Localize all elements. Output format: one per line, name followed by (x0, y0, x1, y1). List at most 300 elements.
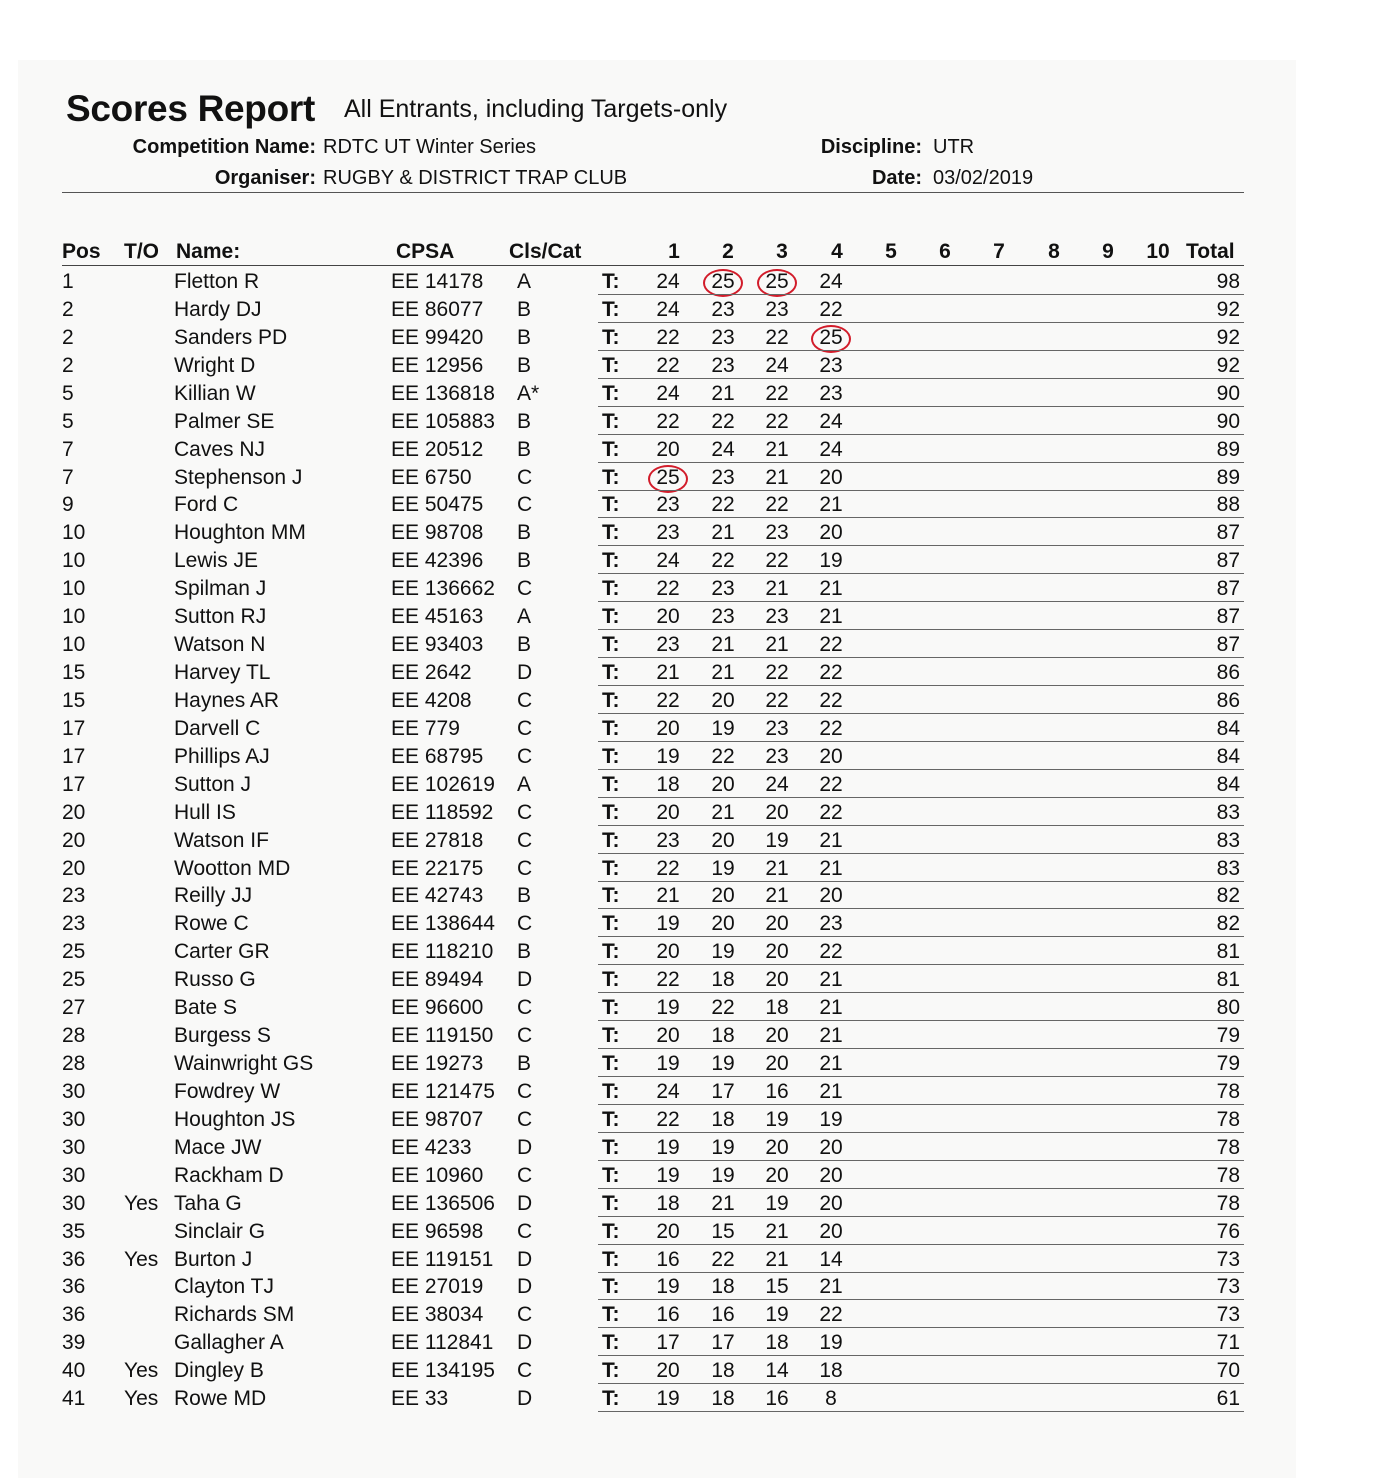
score-value: 20 (765, 940, 789, 964)
cell-row-label: T: (602, 633, 620, 657)
table-row (0, 1329, 1374, 1357)
cell-round-1 (650, 467, 686, 489)
cell-pos: 10 (62, 577, 86, 601)
table-row (0, 994, 1374, 1022)
cell-round-3 (759, 774, 795, 796)
score-value: 22 (656, 688, 680, 712)
cell-round-1 (650, 1360, 686, 1382)
cell-total: 87 (1216, 521, 1240, 545)
row-divider (598, 713, 1244, 714)
cell-cpsa: EE 4208 (391, 688, 472, 712)
cell-row-label: T: (602, 940, 620, 964)
score-value: 20 (711, 884, 735, 908)
table-row (0, 519, 1374, 547)
cell-cls: D (517, 1191, 533, 1215)
cell-row-label: T: (602, 996, 620, 1020)
cell-cls: B (517, 297, 532, 321)
cell-round-4 (813, 1053, 849, 1075)
score-value: 14 (765, 1359, 789, 1383)
score-value: 20 (819, 1219, 843, 1243)
cell-pos: 41 (62, 1387, 86, 1411)
cell-cls: A (517, 270, 532, 293)
cell-pos: 2 (62, 353, 74, 377)
cell-pos: 36 (62, 1275, 86, 1299)
cell-round-1 (650, 1332, 686, 1354)
cell-row-label: T: (602, 1052, 620, 1076)
score-value: 22 (819, 1303, 843, 1327)
cell-round-2 (705, 746, 741, 768)
score-value: 24 (819, 270, 843, 293)
cell-pos: 40 (62, 1359, 86, 1383)
cell-cls: C (517, 1079, 533, 1103)
score-value: 23 (765, 297, 789, 321)
table-row (0, 715, 1374, 743)
score-value: 22 (711, 409, 735, 433)
score-value: 23 (819, 912, 843, 936)
score-value: 22 (656, 856, 680, 880)
cell-cls: C (517, 493, 533, 517)
cell-round-1 (650, 299, 686, 321)
cell-round-3 (759, 1304, 795, 1326)
cell-round-4 (813, 522, 849, 544)
score-value: 19 (819, 549, 843, 573)
cell-row-label: T: (602, 1359, 620, 1383)
cell-round-2 (705, 1109, 741, 1131)
cell-round-2 (705, 383, 741, 405)
score-value: 19 (819, 1107, 843, 1131)
score-value: 21 (711, 521, 735, 545)
cell-cpsa: EE 136662 (391, 577, 495, 601)
score-value: 19 (656, 744, 680, 768)
cell-pos: 20 (62, 800, 86, 824)
report-subtitle: All Entrants, including Targets-only (344, 95, 728, 123)
score-value: 19 (765, 1107, 789, 1131)
cell-cpsa: EE 96598 (391, 1219, 484, 1243)
cell-row-label: T: (602, 521, 620, 545)
cell-cpsa: EE 2642 (391, 661, 472, 685)
score-value: 20 (819, 465, 843, 489)
cell-round-2 (705, 1081, 741, 1103)
cell-cls: A (517, 772, 532, 796)
cell-row-label: T: (602, 884, 620, 908)
row-divider (598, 1160, 1244, 1161)
cell-round-1 (650, 718, 686, 740)
cell-cls: C (517, 716, 533, 740)
score-value: 16 (656, 1303, 680, 1327)
cell-cpsa: EE 68795 (391, 744, 484, 768)
cell-round-3 (759, 969, 795, 991)
cell-cpsa: EE 99420 (391, 325, 484, 349)
score-value: 18 (765, 1331, 789, 1355)
table-row (0, 324, 1374, 352)
score-value: 19 (656, 1135, 680, 1159)
score-value: 20 (711, 828, 735, 852)
cell-round-4 (813, 1249, 849, 1271)
score-value: 20 (819, 1163, 843, 1187)
table-row (0, 938, 1374, 966)
table-row (0, 1022, 1374, 1050)
cell-cls: B (517, 1052, 532, 1076)
cell-round-2 (705, 1388, 741, 1410)
table-row (0, 659, 1374, 687)
score-value: 22 (819, 661, 843, 685)
cell-total: 70 (1216, 1359, 1240, 1383)
score-value: 22 (819, 772, 843, 796)
col-header-round-3: 3 (776, 240, 788, 263)
score-value: 20 (765, 1135, 789, 1159)
score-value: 23 (711, 605, 735, 629)
cell-cpsa: EE 42396 (391, 549, 484, 573)
score-value: 23 (711, 577, 735, 601)
cell-row-label: T: (602, 297, 620, 321)
score-value: 21 (819, 605, 843, 629)
cell-round-1 (650, 1081, 686, 1103)
row-divider (598, 1216, 1244, 1217)
score-value: 20 (711, 688, 735, 712)
score-value: 23 (656, 828, 680, 852)
score-value: 18 (711, 1275, 735, 1299)
table-row (0, 1357, 1374, 1385)
cell-pos: 5 (62, 409, 74, 433)
cell-total: 82 (1216, 884, 1240, 908)
cell-cls: D (517, 968, 533, 992)
score-value: 20 (656, 716, 680, 740)
score-value: 22 (765, 493, 789, 517)
cell-cpsa: EE 10960 (391, 1163, 484, 1187)
cell-round-4 (813, 299, 849, 321)
score-value: 23 (656, 521, 680, 545)
cell-cpsa: EE 134195 (391, 1359, 495, 1383)
cell-pos: 25 (62, 968, 86, 992)
cell-round-2 (705, 494, 741, 516)
cell-round-4 (813, 494, 849, 516)
cell-round-3 (759, 941, 795, 963)
score-value: 21 (819, 856, 843, 880)
cell-name: Taha G (174, 1191, 242, 1215)
cell-total: 90 (1216, 409, 1240, 433)
score-value: 20 (819, 744, 843, 768)
cell-round-3 (759, 885, 795, 907)
cell-round-2 (705, 522, 741, 544)
cell-row-label: T: (602, 1079, 620, 1103)
cell-round-1 (650, 774, 686, 796)
cell-name: Watson IF (174, 828, 269, 852)
cell-round-3 (759, 1193, 795, 1215)
cell-pos: 1 (62, 270, 74, 293)
score-value: 24 (765, 772, 789, 796)
cell-pos: 30 (62, 1079, 86, 1103)
cell-round-1 (650, 1137, 686, 1159)
cell-pos: 39 (62, 1331, 86, 1355)
cell-row-label: T: (602, 409, 620, 433)
cell-cls: B (517, 521, 532, 545)
cell-round-4 (813, 355, 849, 377)
cell-round-2 (705, 858, 741, 880)
cell-cls: B (517, 940, 532, 964)
table-row (0, 491, 1374, 519)
row-divider (598, 992, 1244, 993)
cell-name: Houghton MM (174, 521, 306, 545)
table-row (0, 380, 1374, 408)
row-divider (598, 1244, 1244, 1245)
cell-round-2 (705, 1165, 741, 1187)
table-row (0, 799, 1374, 827)
row-divider (598, 406, 1244, 407)
cell-cpsa: EE 27019 (391, 1275, 484, 1299)
cell-round-4 (813, 830, 849, 852)
cell-name: Clayton TJ (174, 1275, 274, 1299)
table-row (0, 1385, 1374, 1413)
score-value: 22 (711, 744, 735, 768)
row-divider (598, 1048, 1244, 1049)
cell-total: 88 (1216, 493, 1240, 517)
cell-pos: 30 (62, 1107, 86, 1131)
cell-name: Fletton R (174, 270, 260, 293)
cell-row-label: T: (602, 1387, 620, 1411)
cell-to: Yes (124, 1247, 159, 1271)
table-row (0, 436, 1374, 464)
cell-round-3 (759, 299, 795, 321)
cell-round-3 (759, 690, 795, 712)
cell-name: Sinclair G (174, 1219, 266, 1243)
cell-round-2 (705, 299, 741, 321)
cell-cls: C (517, 688, 533, 712)
cell-total: 90 (1216, 381, 1240, 405)
score-value: 22 (656, 968, 680, 992)
table-row (0, 1190, 1374, 1218)
cell-round-2 (705, 1053, 741, 1075)
col-header-cpsa: CPSA (396, 240, 455, 263)
score-value: 20 (656, 1359, 680, 1383)
row-divider (598, 434, 1244, 435)
cell-pos: 9 (62, 493, 74, 517)
cell-row-label: T: (602, 437, 620, 461)
cell-round-1 (650, 1249, 686, 1271)
cell-round-1 (650, 1109, 686, 1131)
cell-row-label: T: (602, 744, 620, 768)
discipline-label: Discipline: (820, 136, 922, 158)
score-value: 24 (656, 297, 680, 321)
cell-cls: D (517, 1387, 533, 1411)
score-value: 15 (765, 1275, 789, 1299)
cell-total: 92 (1216, 297, 1240, 321)
cell-cpsa: EE 20512 (391, 437, 484, 461)
cell-round-3 (759, 1053, 795, 1075)
cell-total: 73 (1216, 1247, 1240, 1271)
cell-round-3 (759, 327, 795, 349)
cell-total: 78 (1216, 1135, 1240, 1159)
cell-round-1 (650, 1388, 686, 1410)
score-value: 17 (711, 1079, 735, 1103)
score-value: 16 (765, 1079, 789, 1103)
score-value: 24 (656, 549, 680, 573)
col-header-round-8: 8 (1048, 240, 1060, 263)
score-value: 21 (711, 800, 735, 824)
col-header-round-4: 4 (831, 240, 843, 263)
cell-round-1 (650, 355, 686, 377)
cell-round-1 (650, 969, 686, 991)
cell-round-3 (759, 1081, 795, 1103)
row-divider (598, 378, 1244, 379)
score-value: 16 (765, 1387, 789, 1411)
score-value: 18 (711, 1107, 735, 1131)
organiser-value: RUGBY & DISTRICT TRAP CLUB (323, 167, 628, 189)
cell-round-1 (650, 494, 686, 516)
cell-cpsa: EE 105883 (391, 409, 495, 433)
cell-cls: A* (517, 381, 540, 405)
cell-round-1 (650, 1025, 686, 1047)
cell-round-2 (705, 913, 741, 935)
cell-pos: 5 (62, 381, 74, 405)
cell-round-1 (650, 858, 686, 880)
score-value: 21 (765, 633, 789, 657)
cell-total: 81 (1216, 940, 1240, 964)
table-row (0, 464, 1374, 492)
cell-total: 78 (1216, 1107, 1240, 1131)
cell-name: Palmer SE (174, 409, 275, 433)
row-divider (598, 1355, 1244, 1356)
score-value: 23 (656, 493, 680, 517)
cell-round-4 (813, 578, 849, 600)
cell-round-3 (759, 1109, 795, 1131)
cell-cpsa: EE 118210 (391, 940, 494, 964)
score-value: 16 (711, 1303, 735, 1327)
cell-total: 87 (1216, 577, 1240, 601)
row-divider (598, 769, 1244, 770)
cell-row-label: T: (602, 325, 620, 349)
col-header-round-6: 6 (939, 240, 951, 263)
cell-name: Carter GR (174, 940, 270, 964)
cell-name: Mace JW (174, 1135, 262, 1159)
highlight-circle (648, 465, 688, 493)
discipline-value: UTR (933, 136, 975, 158)
score-value: 23 (819, 353, 843, 377)
cell-pos: 10 (62, 549, 86, 573)
score-value: 24 (819, 409, 843, 433)
score-value: 19 (765, 1303, 789, 1327)
cell-cls: D (517, 661, 533, 685)
cell-pos: 7 (62, 437, 74, 461)
cell-name: Sutton J (174, 772, 252, 796)
score-value: 22 (819, 940, 843, 964)
row-divider (598, 908, 1244, 909)
score-value: 21 (711, 633, 735, 657)
cell-total: 87 (1216, 549, 1240, 573)
table-row (0, 966, 1374, 994)
score-value: 19 (765, 828, 789, 852)
score-value: 22 (819, 633, 843, 657)
table-row (0, 1218, 1374, 1246)
row-divider (598, 517, 1244, 518)
highlight-circle (757, 269, 797, 297)
cell-round-2 (705, 941, 741, 963)
cell-row-label: T: (602, 1024, 620, 1048)
cell-total: 92 (1216, 325, 1240, 349)
cell-round-2 (705, 439, 741, 461)
score-value: 21 (819, 577, 843, 601)
score-value: 25 (765, 270, 789, 293)
cell-round-2 (705, 355, 741, 377)
cell-round-4 (813, 467, 849, 489)
score-value: 17 (711, 1331, 735, 1355)
cell-cpsa: EE 121475 (391, 1079, 495, 1103)
cell-name: Sutton RJ (174, 605, 267, 629)
cell-round-3 (759, 634, 795, 656)
cell-round-4 (813, 1304, 849, 1326)
score-value: 19 (765, 1191, 789, 1215)
cell-round-2 (705, 969, 741, 991)
score-value: 18 (656, 1191, 680, 1215)
cell-total: 73 (1216, 1303, 1240, 1327)
cell-cpsa: EE 136506 (391, 1191, 495, 1215)
score-value: 21 (765, 1219, 789, 1243)
cell-round-2 (705, 606, 741, 628)
cell-cls: B (517, 884, 532, 908)
score-value: 14 (819, 1247, 843, 1271)
score-value: 18 (711, 1387, 735, 1411)
cell-row-label: T: (602, 1163, 620, 1187)
cell-round-1 (650, 1193, 686, 1215)
cell-round-1 (650, 997, 686, 1019)
cell-round-3 (759, 411, 795, 433)
score-value: 25 (656, 465, 680, 489)
cell-total: 98 (1216, 270, 1240, 293)
cell-cpsa: EE 98707 (391, 1107, 484, 1131)
highlight-circle (703, 269, 743, 297)
row-divider (598, 462, 1244, 463)
cell-round-1 (650, 606, 686, 628)
cell-cpsa: EE 118592 (391, 800, 494, 824)
score-value: 21 (711, 1191, 735, 1215)
row-divider (598, 294, 1244, 295)
table-row (0, 1050, 1374, 1078)
cell-round-3 (759, 494, 795, 516)
cell-round-2 (705, 690, 741, 712)
score-value: 21 (819, 1275, 843, 1299)
score-value: 21 (819, 1052, 843, 1076)
cell-round-2 (705, 1360, 741, 1382)
score-value: 23 (711, 297, 735, 321)
row-divider (598, 1104, 1244, 1105)
cell-name: Rowe MD (174, 1387, 267, 1411)
score-value: 23 (765, 605, 789, 629)
table-row (0, 1246, 1374, 1274)
cell-total: 83 (1216, 856, 1240, 880)
col-header-to: T/O (124, 240, 159, 263)
cell-round-3 (759, 1388, 795, 1410)
cell-round-4 (813, 913, 849, 935)
score-value: 24 (656, 381, 680, 405)
score-value: 20 (765, 1052, 789, 1076)
cell-round-4 (813, 1360, 849, 1382)
cell-total: 83 (1216, 800, 1240, 824)
cell-row-label: T: (602, 1135, 620, 1159)
cell-row-label: T: (602, 549, 620, 573)
score-value: 21 (711, 381, 735, 405)
score-value: 22 (656, 577, 680, 601)
cell-cls: C (517, 800, 533, 824)
row-divider (598, 573, 1244, 574)
report-title: Scores Report (66, 88, 316, 129)
cell-row-label: T: (602, 270, 620, 293)
cell-row-label: T: (602, 1219, 620, 1243)
cell-pos: 17 (62, 716, 86, 740)
table-row (0, 687, 1374, 715)
score-value: 17 (656, 1331, 680, 1355)
table-row (0, 771, 1374, 799)
row-divider (598, 1020, 1244, 1021)
cell-round-2 (705, 718, 741, 740)
